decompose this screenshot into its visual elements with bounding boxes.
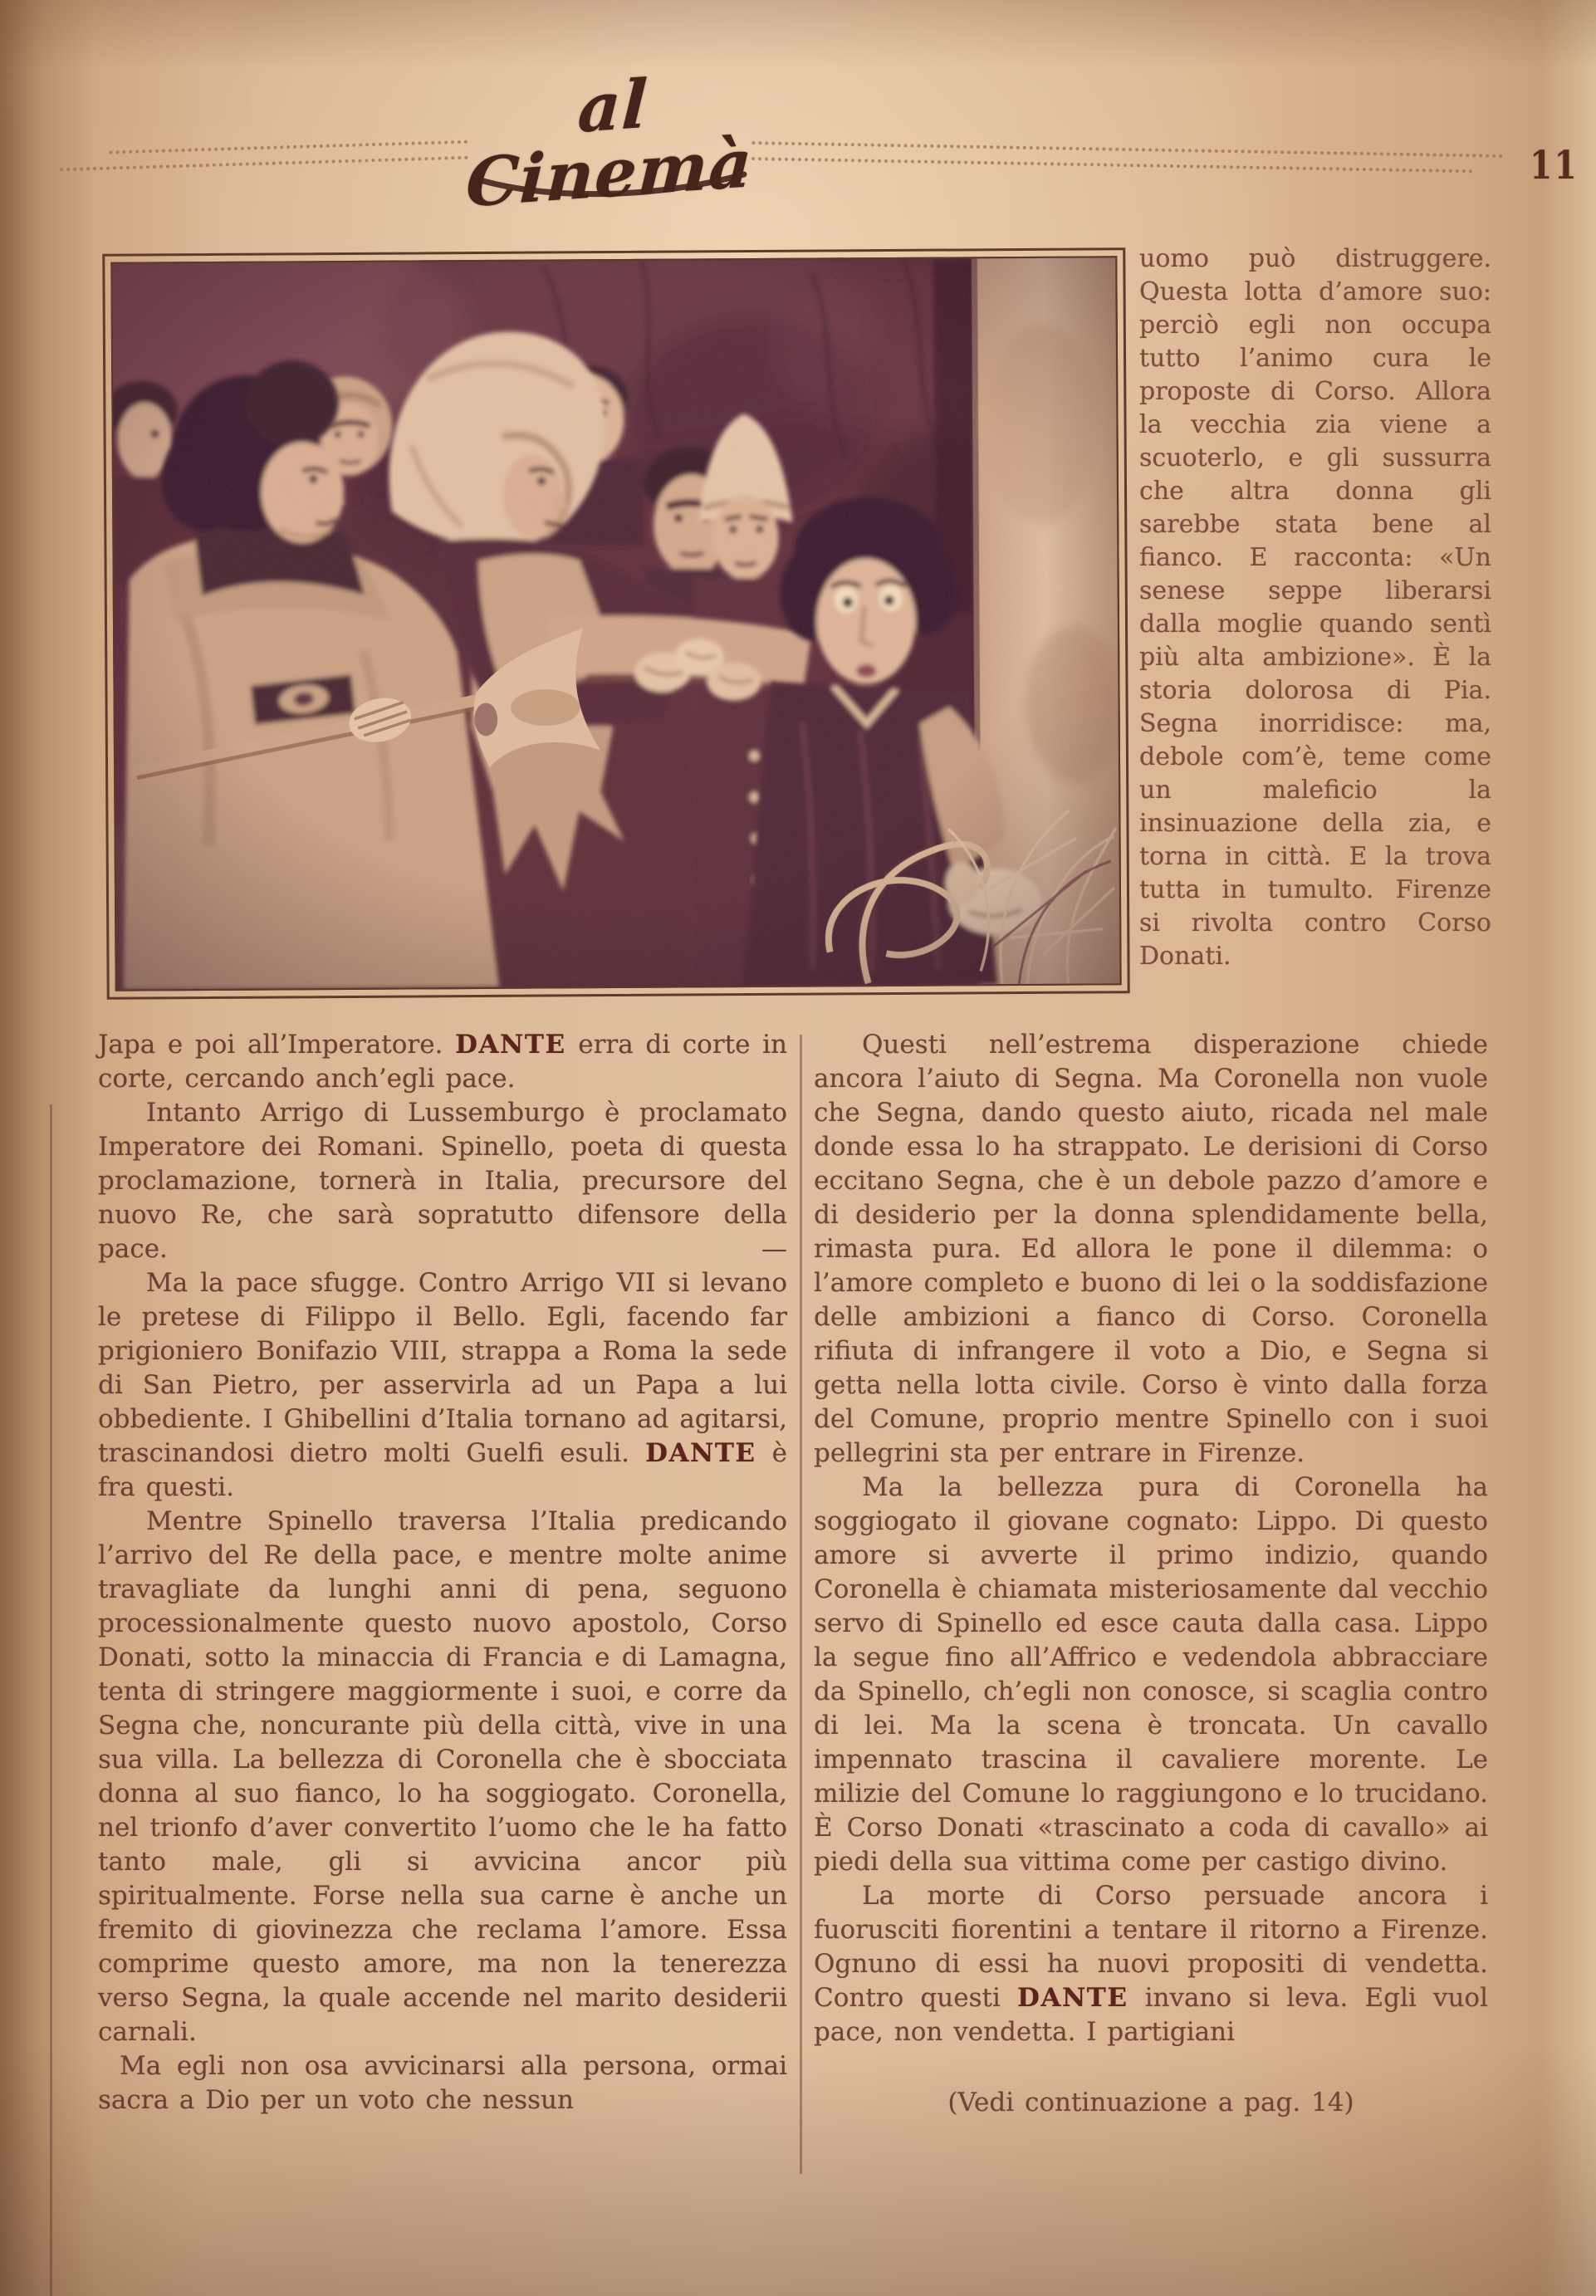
paragraph: Ma la bellezza pura di Coronella ha soggiogato il giovane cognato: Lippo. Di questo amore si avverte il primo indizio, quando Coronella è chiamata misteriosamente dal vecchio servo di Spinello ed esce cauta dalla casa. Lippo la segue fino all’Affrico e vedendola abbracciare da Spinello, ch’egli non conosce, si scaglia contro di lei. Ma la scena è troncata. Un cavallo impennato trascina il cavaliere morente. Le milizie del Comune lo raggiungono e lo trucidano. È Corso Donati «trascinato a coda di cavallo» ai piedi della sua vittima come per castigo divino. (814, 1472, 1488, 1877)
paragraph: Questi nell’estrema disperazione chiede ancora l’aiuto di Segna. Ma Coronella non vuole che Segna, dando questo aiuto, ricada nel male donde essa lo ha strappato. Le derisioni di Corso eccitano Segna, che è un debole pazzo d’amore e di desiderio per la donna splendidamente bella, rimasta pura. Ed allora le pone il dilemma: o l’amore completo e buono di lei o la soddisfazione delle ambizioni a fianco di Corso. Coronella rifiuta di infrangere il voto a Dio, e Segna si getta nella lotta civile. Corso è vinto dalla forza del Comune, proprio mentre Spinello con i suoi pellegrini sta per entrare in Firenze. (814, 1030, 1488, 1468)
column-left (98, 1028, 787, 2117)
paragraph: Ma egli non osa avvicinarsi alla persona, ormai sacra a Dio per un voto che nessun (98, 2051, 787, 2115)
paragraph: La morte di Corso persuade ancora i fuorusciti fiorentini a tentare il ritorno a Firenze. Ognuno di essi ha nuovi propositi di vendetta. Contro questi DANTE invano si leva. Egli vuol pace, non vendetta. I partigiani (814, 1881, 1488, 2047)
film-still-photo (110, 256, 1121, 991)
paragraph: Japa e poi all’Imperatore. DANTE erra di corte in corte, cercando anch’egli pace. (98, 1030, 787, 1094)
paragraph: Ma la pace sfugge. Contro Arrigo VII si levano le pretese di Filippo il Bello. Egli, facendo far prigioniero Bonifazio VIII, strappa a Roma la sede di San Pietro, per asservirla ad un Papa a lui obbediente. I Ghibellini d’Italia tornano ad agitarsi, trascinandosi dietro molti Guelfi esuli. DANTE è fra questi. (98, 1268, 787, 1502)
masthead (462, 64, 761, 223)
column-right-top (1139, 242, 1491, 973)
paragraph: Mentre Spinello traversa l’Italia predicando l’arrivo del Re della pace, e mentre molte anime travagliate da lunghi anni di pena, seguono processionalmente questo nuovo apostolo, Corso Donati, sotto la minaccia di Francia e di Lamagna, tenta di stringere maggiormente i suoi, e corre da Segna che, noncurante più della città, vive in una sua villa. La bellezza di Coronella che è sbocciata donna al suo fianco, lo ha soggiogato. Coronella, nel trionfo d’aver convertito l’uomo che le ha fatto tanto male, gli si avvicina ancor più spiritualmente. Forse nella sua carne è anche un fremito di giovinezza che reclama l’amore. Essa comprime questo amore, ma non la tenerezza verso Segna, la quale accende nel marito desiderii carnali. (98, 1506, 787, 2047)
film-still-illustration (112, 257, 1119, 989)
gutter-shadow (50, 1104, 52, 2296)
paragraph: Intanto Arrigo di Lussemburgo è proclamato Imperatore dei Romani. Spinello, poeta di questa proclamazione, tornerà in Italia, precursore del nuovo Re, che sarà sopratutto difensore della pace. — (98, 1098, 787, 1264)
masthead-title: al Cinemà (464, 64, 755, 223)
dotted-rule-left (60, 140, 469, 184)
masthead-underline (477, 166, 751, 204)
continuation-note: (Vedi continuazione a pag. 14) (947, 2088, 1354, 2117)
dotted-rule-right (751, 141, 1504, 186)
page-grain (0, 0, 249, 125)
paragraph: uomo può distruggere. Questa lotta d’amore suo: perciò egli non occupa tutto l’animo cura le proposte di Corso. Allora la vecchia zia viene a scuoterlo, e gli sussurra che altra donna gli sarebbe stata bene al fianco. E racconta: «Un senese seppe liberarsi dalla moglie quando sentì più alta ambizione». È la storia dolorosa di Pia. Segna inorridisce: ma, debole com’è, teme come un maleficio la insinuazione della zia, e torna in città. E la trova tutta in tumulto. Firenze si rivolta contro Corso Donati. (1139, 244, 1491, 971)
column-right (814, 1028, 1488, 2120)
page-number: 11 (1530, 143, 1579, 188)
column-divider (800, 1035, 802, 2174)
